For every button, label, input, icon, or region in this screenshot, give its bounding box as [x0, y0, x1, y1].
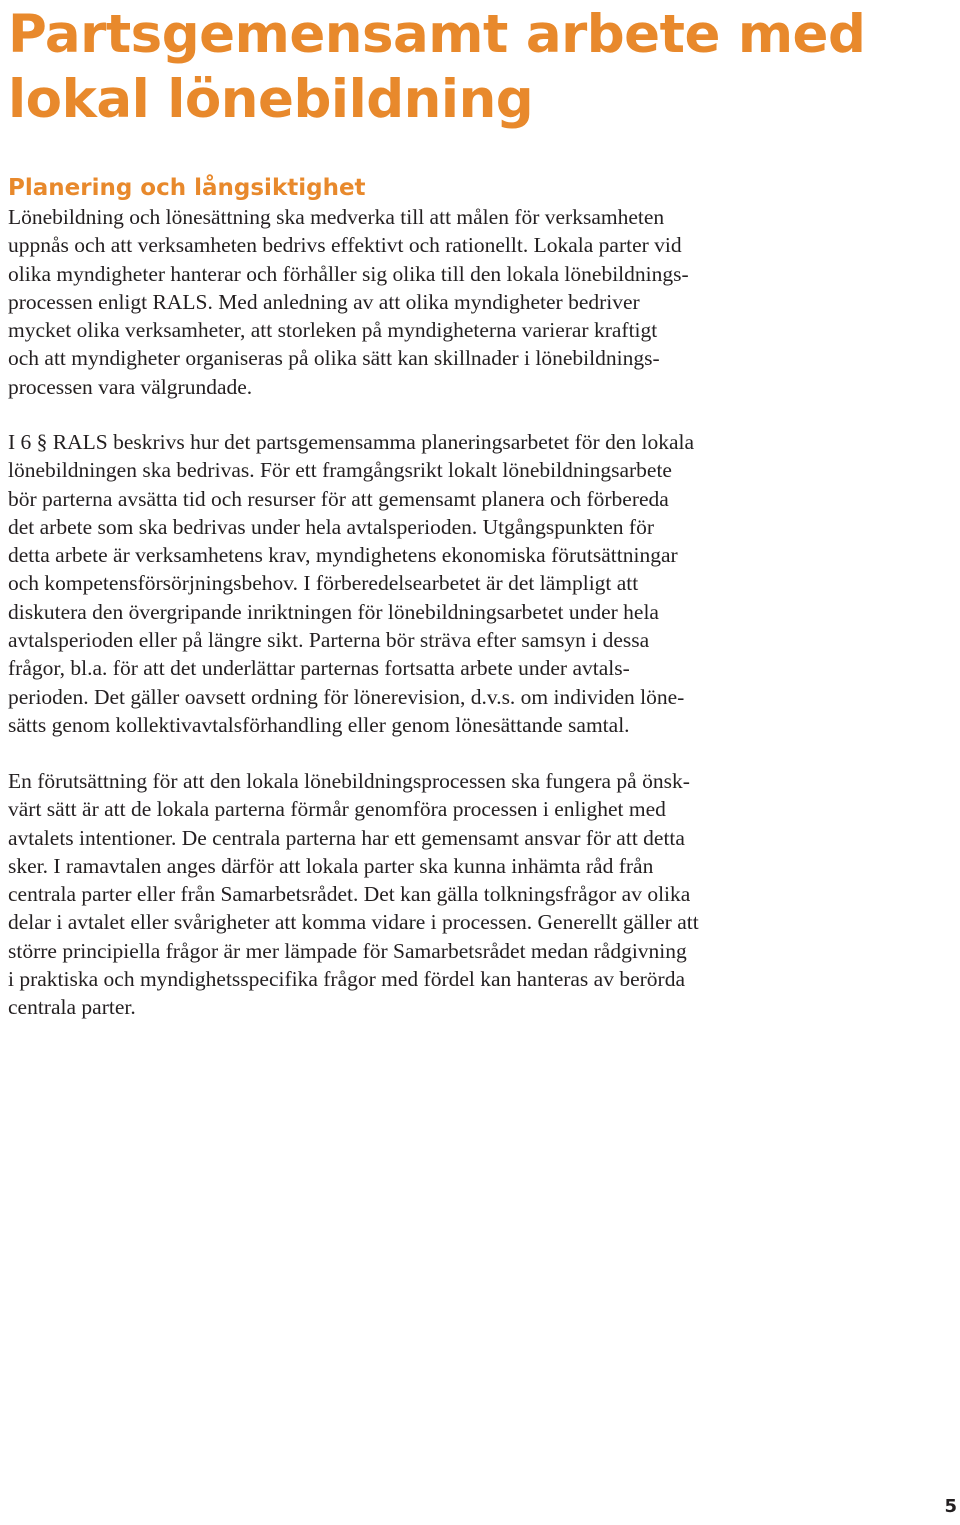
text-line: värt sätt är att de lokala parterna förmår genomföra processen i enlighet med	[8, 797, 666, 822]
text-line: uppnås och att verksamheten bedrivs effektivt och rationellt. Lokala parter vid	[8, 233, 682, 258]
text-line: i praktiska och myndighetsspecifika frågor med fördel kan hanteras av berörda	[8, 967, 685, 992]
text-line: processen enligt RALS. Med anledning av att olika myndigheter bedriver	[8, 289, 640, 314]
text-line: mycket olika verksamheter, att storleken på myndigheterna varierar kraftigt	[8, 318, 658, 343]
text-line: avtalets intentioner. De centrala parterna har ett gemensamt ansvar för att detta	[8, 825, 685, 850]
text-line: större principiella frågor är mer lämpade för Samarbetsrådet medan rådgivning	[8, 938, 687, 963]
text-line: centrala parter eller från Samarbetsrådet. Det kan gälla tolkningsfrågor av olika	[8, 882, 691, 907]
text-line: sätts genom kollektivavtalsförhandling eller genom lönesättande samtal.	[8, 712, 630, 737]
text-line: frågor, bl.a. för att det underlättar parternas fortsatta arbete under avtals-	[8, 656, 630, 681]
text-line: det arbete som ska bedrivas under hela avtalsperioden. Utgångspunkten för	[8, 514, 654, 539]
page-title-line: Partsgemensamt arbete med	[8, 4, 866, 65]
text-line: olika myndigheter hanterar och förhåller sig olika till den lokala lönebildnings-	[8, 261, 689, 286]
text-line: diskutera den övergripande inriktningen för lönebildningsarbetet under hela	[8, 599, 659, 624]
text-line: och kompetensförsörjningsbehov. I förberedelsearbetet är det lämpligt att	[8, 571, 639, 596]
page-title	[8, 2, 948, 132]
text-line: perioden. Det gäller oavsett ordning för lönerevision, d.v.s. om individen löne-	[8, 684, 685, 709]
body-paragraph	[8, 203, 958, 401]
text-line: bör parterna avsätta tid och resurser för att gemensamt planera och förbereda	[8, 486, 669, 511]
text-line: I 6 § RALS beskrivs hur det partsgemensamma planeringsarbetet för den lokala	[8, 430, 695, 454]
text-line: detta arbete är verksamhetens krav, myndighetens ekonomiska förutsättningar	[8, 543, 678, 568]
text-line: sker. I ramavtalen anges därför att lokala parter ska kunna inhämta råd från	[8, 853, 654, 878]
text-line: En förutsättning för att den lokala lönebildningsprocessen ska fungera på önsk-	[8, 769, 690, 793]
page-number: 5	[944, 1496, 957, 1517]
text-line: processen vara välgrundade.	[8, 374, 253, 399]
text-line: delar i avtalet eller svårigheter att komma vidare i processen. Generellt gäller att	[8, 910, 699, 935]
text-line: lönebildningen ska bedrivas. För ett framgångsrikt lokalt lönebildningsarbete	[8, 458, 672, 483]
body-paragraph	[8, 767, 958, 1022]
text-line: avtalsperioden eller på längre sikt. Parterna bör sträva efter samsyn i dessa	[8, 628, 650, 653]
text-line: och att myndigheter organiseras på olika sätt kan skillnader i lönebildnings-	[8, 346, 660, 371]
section-heading: Planering och långsiktighet	[8, 175, 366, 201]
text-line: centrala parter.	[8, 995, 136, 1020]
page-title-line: lokal lönebildning	[8, 69, 534, 130]
body-paragraph	[8, 428, 958, 739]
text-line: Lönebildning och lönesättning ska medverka till att målen för verksamheten	[8, 205, 665, 229]
